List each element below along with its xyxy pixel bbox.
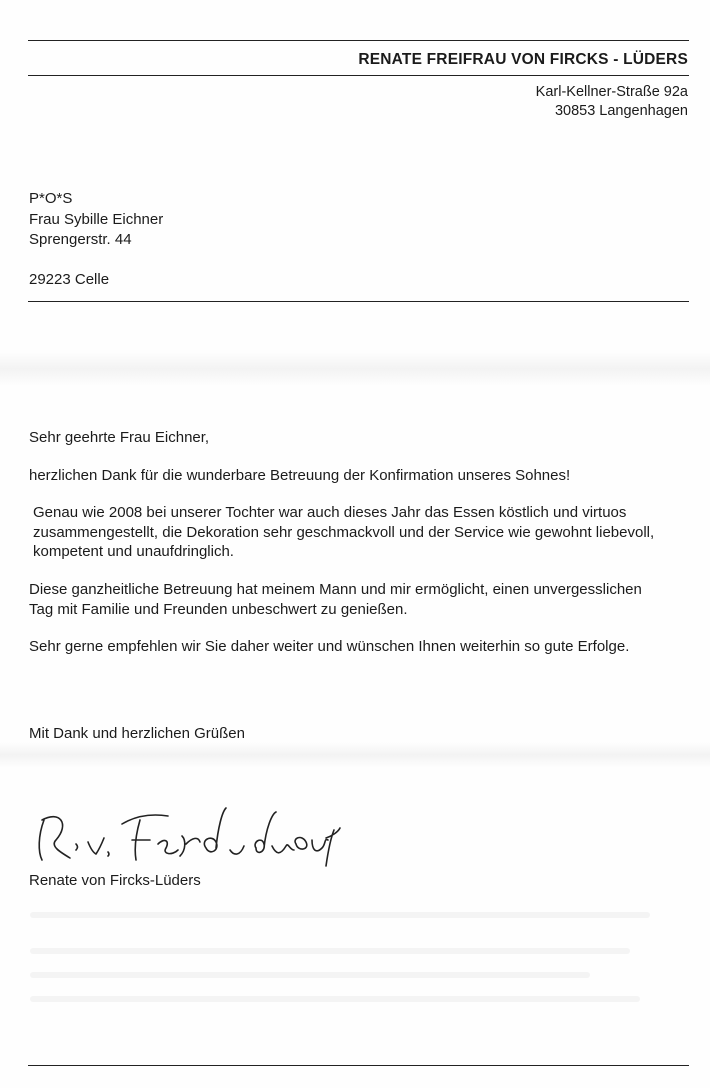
bleed-through-line: [30, 912, 650, 918]
recipient-address: [29, 189, 163, 290]
recipient-city: 29223 Celle: [29, 270, 110, 288]
paragraph: herzlichen Dank für die wunderbare Betreuung der Konfirmation unseres Sohnes!: [29, 466, 571, 484]
paper-fold-shadow: [0, 352, 710, 386]
sender-name: RENATE FREIFRAU VON FIRCKS - LÜDERS: [358, 51, 688, 68]
bleed-through-line: [30, 948, 630, 954]
paragraph: Sehr gerne empfehlen wir Sie daher weiter und wünschen Ihnen weiterhin so gute Erfolge.: [29, 638, 630, 656]
bleed-through-line: [30, 972, 590, 978]
bleed-through-line: [30, 996, 640, 1002]
address-divider: [28, 301, 689, 302]
recipient-company: P*O*S: [29, 190, 73, 207]
letterhead-top-rule: [28, 40, 689, 41]
sender-city: 30853 Langenhagen: [554, 103, 688, 119]
signer-name: Renate von Fircks-Lüders: [29, 872, 201, 889]
closing: Mit Dank und herzlichen Grüßen: [29, 725, 245, 742]
footer-rule: [28, 1065, 689, 1066]
paragraph: Genau wie 2008 bei unserer Tochter war auch dieses Jahr das Essen köstlich und virtuos zusammengestellt, die Dekoration sehr geschmackvoll und der Service wie gewohnt liebevoll, kompetent und unaufdringlich.: [33, 504, 655, 561]
sender-address: [536, 83, 688, 121]
letterhead-bottom-rule: [28, 75, 689, 76]
paragraph: Diese ganzheitliche Betreuung hat meinem Mann und mir ermöglicht, einen unvergesslichen Tag mit Familie und Freunden unbeschwert zu genießen.: [29, 580, 642, 618]
paper-fold-shadow: [0, 742, 710, 768]
recipient-street: Sprengerstr. 44: [29, 231, 132, 248]
handwritten-signature: [30, 800, 360, 870]
sender-street: Karl-Kellner-Straße 92a: [535, 84, 688, 100]
salutation: Sehr geehrte Frau Eichner,: [29, 429, 210, 446]
letter-body: [29, 428, 669, 675]
recipient-person: Frau Sybille Eichner: [29, 210, 164, 228]
